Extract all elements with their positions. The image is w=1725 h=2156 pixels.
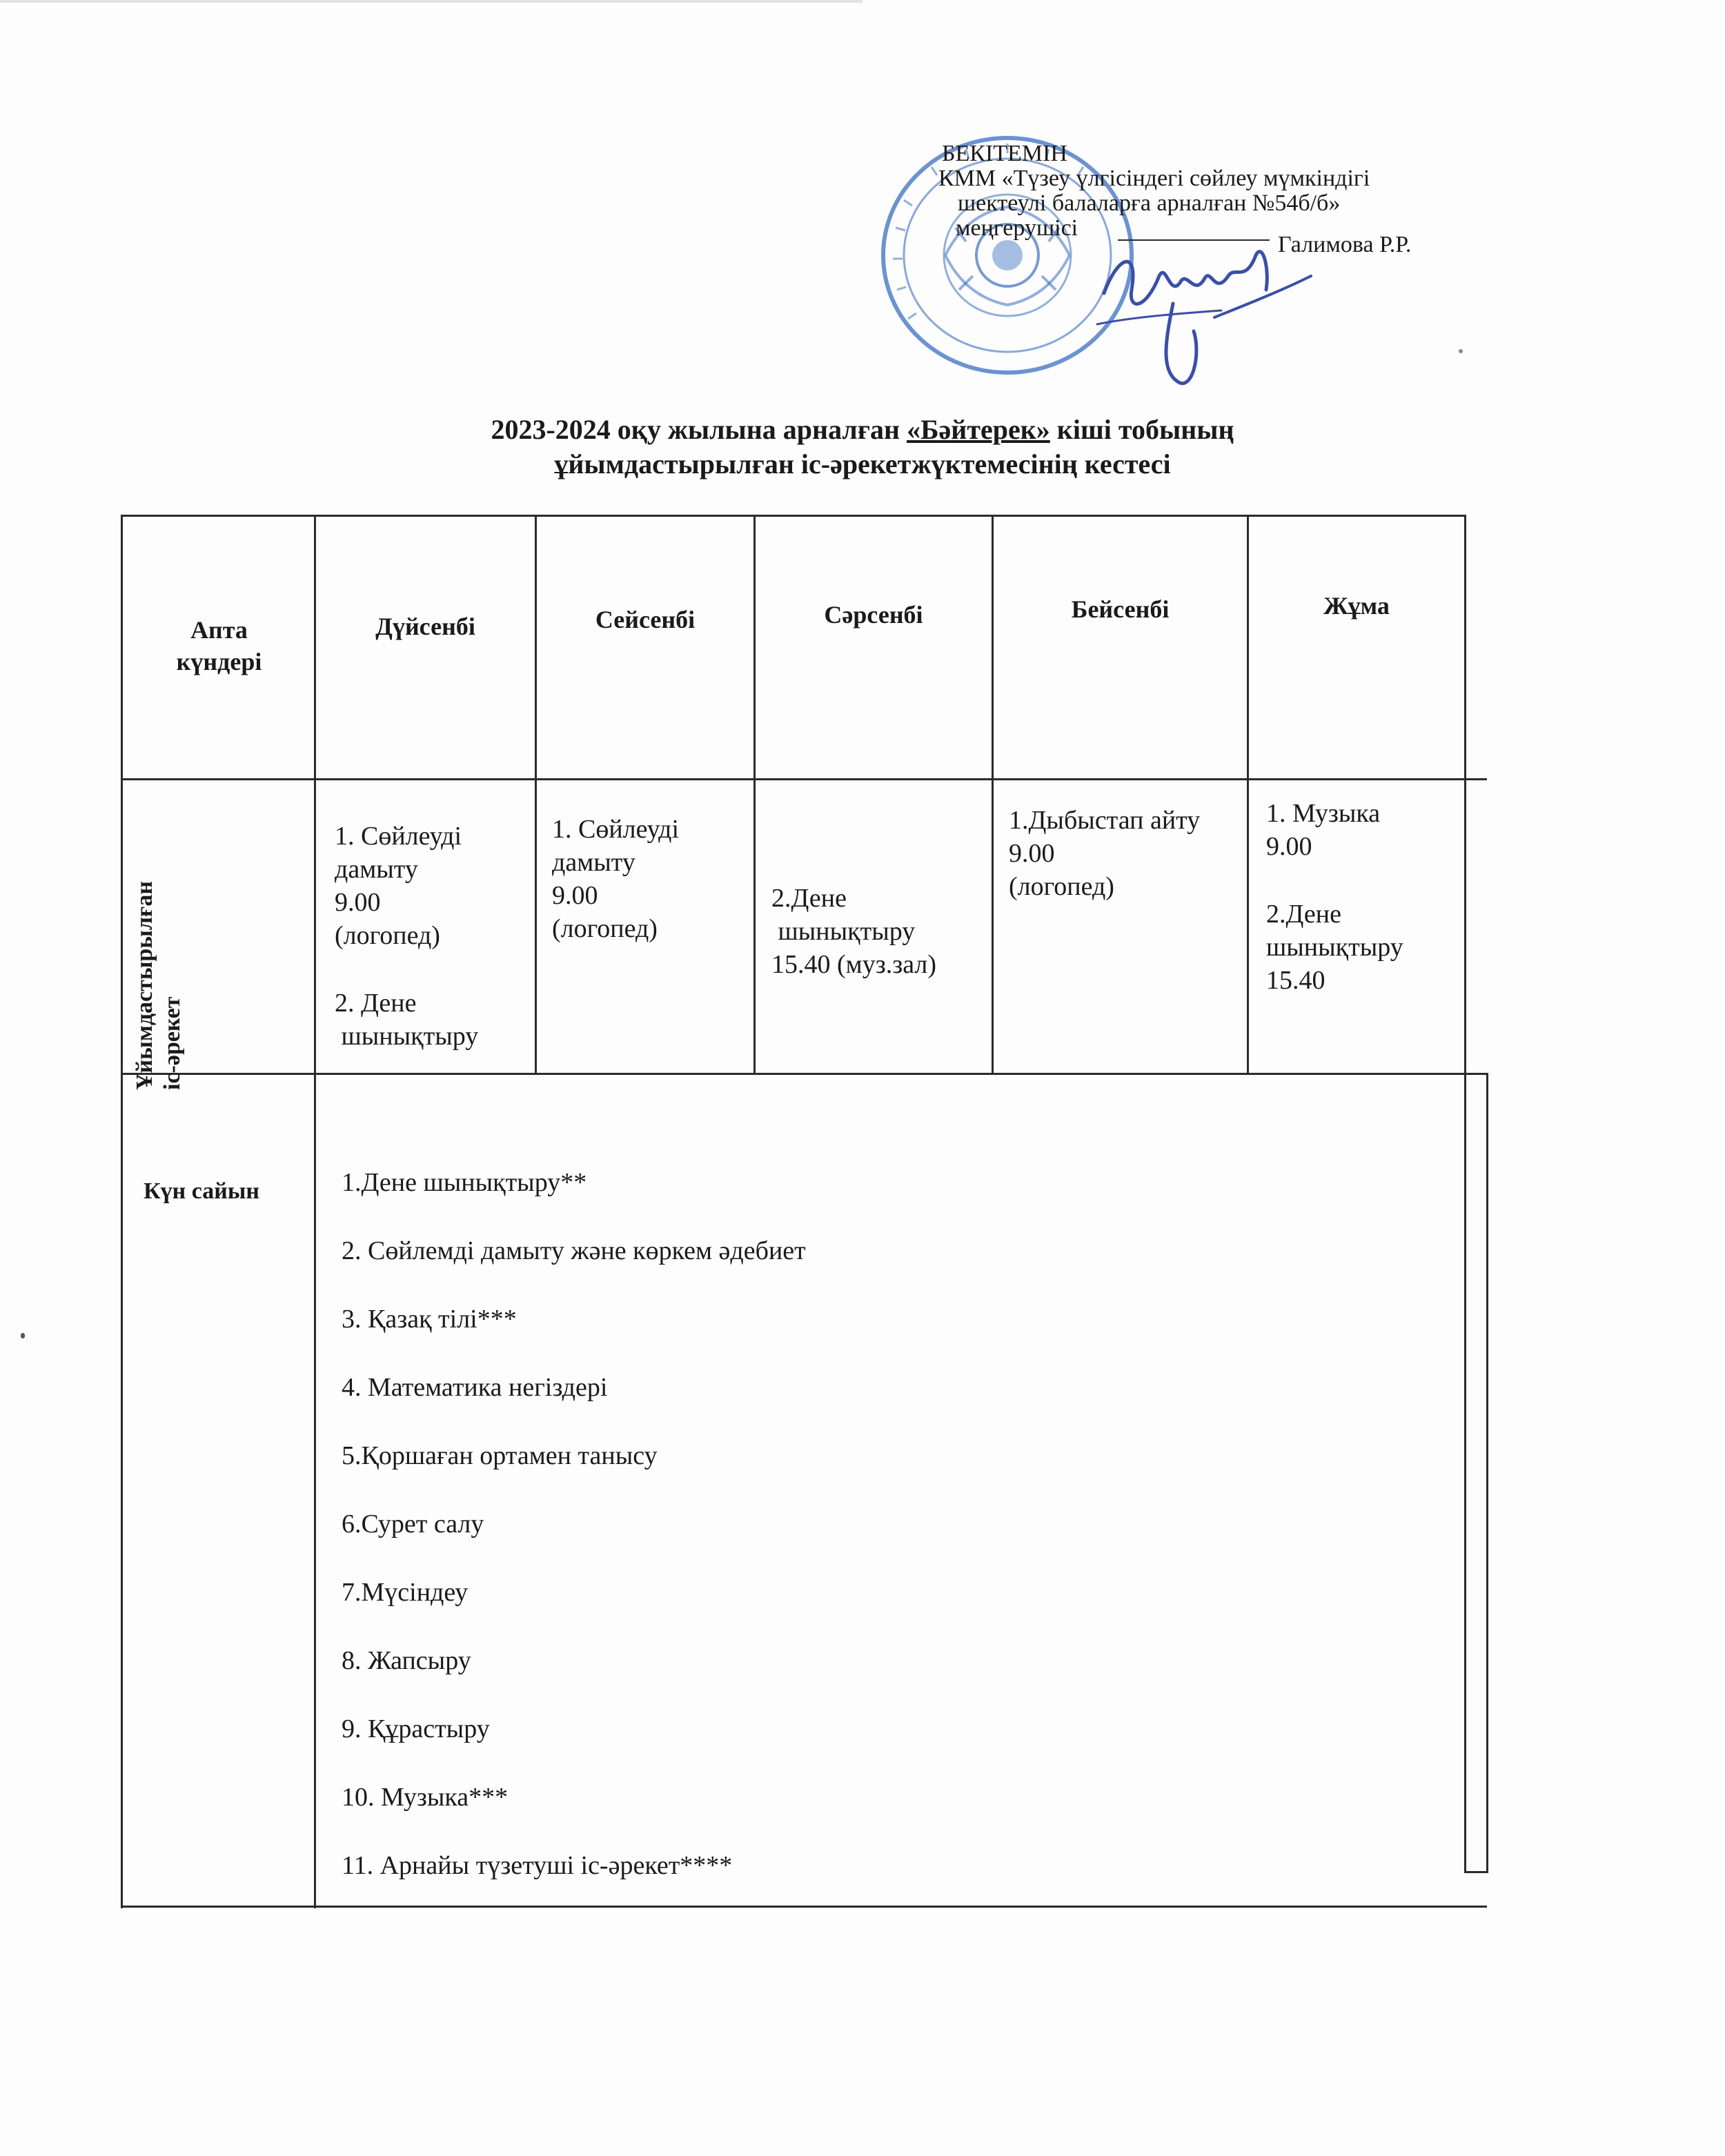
header-tuesday: Сейсенбі [595,606,696,633]
activity-row-label-line1: Ұйымдастырылған [132,881,157,1090]
activity-cell-tuesday [552,813,749,945]
header-thursday: Бейсенбі [1071,595,1170,623]
cell-spacer [335,952,531,987]
table-border-bottom [121,1906,1487,1908]
cell-line: 9.00 [1009,839,1055,868]
cell-line: шынықтыру [1266,933,1403,962]
table-border-left [121,515,123,1908]
daily-item: 11. Арнайы түзетуші іс-әрекет**** [342,1851,733,1880]
activity-row-divider [121,1073,1487,1075]
title-suffix: кіші тобының [1049,414,1234,445]
group-name: «Бәйтерек» [907,414,1050,445]
daily-item: 4. Математика негіздері [342,1373,608,1402]
col-divider-1 [314,515,316,1908]
cell-line: 2.Дене [771,884,847,913]
signature-line [1118,239,1270,241]
daily-item: 5.Қоршаған ортамен танысу [342,1441,658,1470]
cell-line: 9.00 [552,881,598,910]
activity-cell-thursday [1009,804,1247,903]
header-monday: Дүйсенбі [375,613,475,640]
activity-row-label [131,800,186,1090]
approval-heading: БЕКІТЕМІН [942,141,1067,166]
cell-line: 1. Сөйлеуді [335,822,462,851]
table-border-top [121,515,1466,517]
daily-item: 7.Мүсіндеу [342,1578,469,1607]
cell-line: 2.Дене [1266,900,1341,929]
table-border-right-lower [1486,1073,1488,1873]
activity-cell-wednesday [771,882,989,981]
table-right-step [1464,1871,1487,1873]
table-border-right [1464,515,1466,1872]
cell-line: 1. Музыка [1266,799,1381,828]
title-line1 [172,414,1552,446]
activity-cell-friday [1266,797,1463,997]
scan-edge [0,0,862,3]
activity-row-label-line2: іс-әрекет [159,996,185,1090]
cell-line: (логопед) [552,914,658,943]
activity-cell-monday [335,820,531,1053]
daily-item: 10. Музыка*** [342,1783,509,1812]
scan-speck [21,1333,25,1338]
cell-line: 15.40 (муз.зал) [771,950,937,979]
cell-line: 9.00 [1266,832,1312,861]
scan-speck [1459,349,1463,353]
cell-spacer [1266,863,1463,898]
document-title [172,414,1552,480]
cell-line: 1. Сөйлеуді [552,815,680,844]
cell-line: дамыту [335,855,418,884]
header-row-divider [121,778,1487,780]
cell-line: шынықтыру [771,917,916,946]
cell-line: шынықтыру [335,1022,479,1051]
cell-line: 9.00 [335,888,381,917]
cell-line: 2. Дене [335,989,417,1018]
approval-role: меңгерушісі [956,215,1078,241]
approval-org-line2: шектеулі балаларға арналған №54б/б» [958,190,1341,216]
title-line2: ұйымдастырылған іс-әрекетжүктемесінің кестесі [554,448,1171,479]
corner-header [124,614,314,678]
cell-line: 15.40 [1266,966,1325,995]
header-wednesday: Сәрсенбі [824,601,923,629]
col-divider-2 [535,515,537,1074]
cell-line: дамыту [552,848,635,877]
cell-line: (логопед) [335,921,440,950]
daily-item: 2. Сөйлемді дамыту және көркем әдебиет [342,1236,806,1265]
daily-item: 1.Дене шынықтыру** [342,1168,587,1197]
approval-org-line1: КММ «Түзеу үлгісіндегі сөйлеу мүмкіндігі [938,166,1370,191]
daily-row-label: Күн сайын [144,1178,259,1204]
daily-item: 9. Құрастыру [342,1714,490,1743]
daily-item: 8. Жапсыру [342,1646,471,1675]
corner-header-line1: Апта [190,616,248,644]
cell-line: 1.Дыбыстап айту [1009,806,1201,835]
header-friday: Жұма [1323,592,1390,620]
corner-header-line2: күндері [176,648,262,675]
daily-item: 6.Сурет салу [342,1510,484,1539]
approval-name: Галимова Р.Р. [1278,232,1412,257]
cell-line: (логопед) [1009,872,1114,901]
title-prefix: 2023-2024 оқу жылына арналған [491,414,907,445]
daily-item: 3. Қазақ тілі*** [342,1305,517,1334]
